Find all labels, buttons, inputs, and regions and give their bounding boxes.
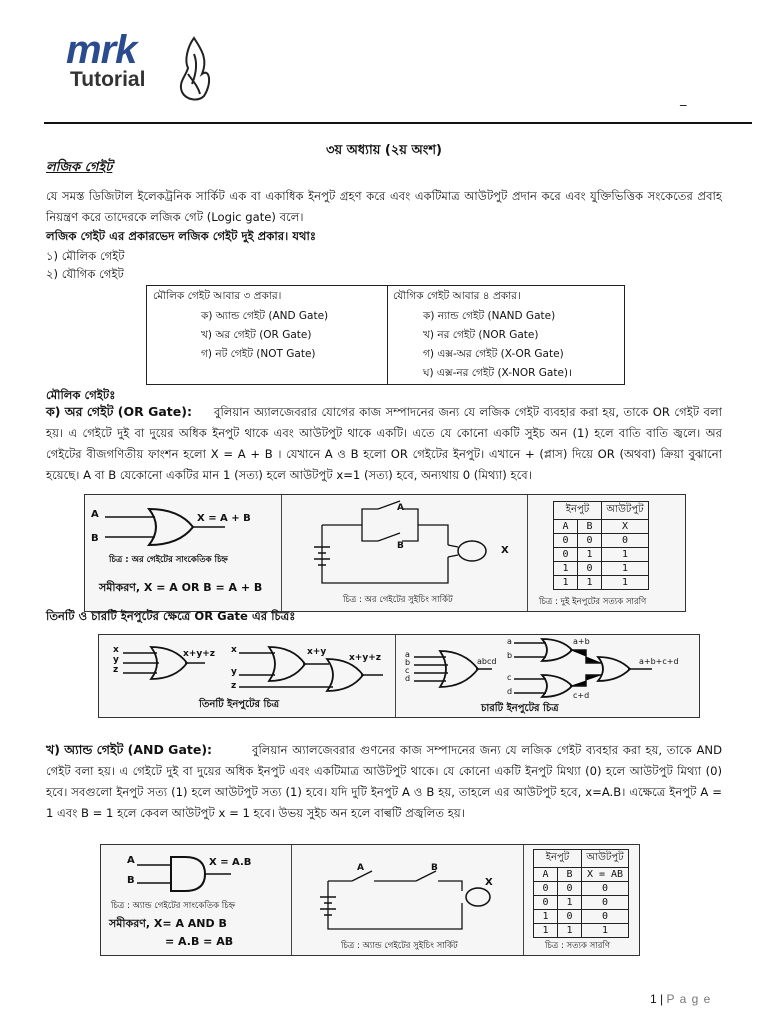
- or-input-b: B: [91, 533, 99, 544]
- three-input-caption: তিনটি ইনপুটের চিত্র: [199, 699, 280, 710]
- table-cell: 1: [534, 924, 558, 938]
- and-equation: সমীকরণ, X= A AND B: [109, 917, 227, 930]
- gate-types-table: [146, 285, 625, 385]
- four-stage-c: c: [507, 673, 512, 682]
- page-label: P a g e: [666, 992, 712, 1006]
- table-cell: 0: [534, 896, 558, 910]
- page-separator: |: [660, 992, 664, 1006]
- table-cell: 1: [578, 548, 602, 562]
- table-cell: 0: [582, 882, 629, 896]
- table-cell: 0: [558, 882, 582, 896]
- table-head: আউটপুট: [582, 850, 629, 868]
- two-stage-x: x: [231, 645, 237, 655]
- and-circuit-caption: চিত্র : অ্যান্ড গেইটের সুইচিং সার্কিট: [341, 941, 458, 951]
- table-cell: 1: [578, 576, 602, 590]
- multi-input-or-figure: [98, 634, 700, 718]
- four-stage-d: d: [507, 687, 513, 696]
- table-col: A: [534, 868, 558, 882]
- table-cell: 0: [582, 896, 629, 910]
- table-cell: 1: [602, 548, 649, 562]
- three-x: x: [113, 645, 119, 655]
- and-gate-figure: [100, 844, 640, 956]
- table-col: B: [578, 520, 602, 534]
- or-gate-title: ক) অর গেইট (OR Gate):: [46, 404, 192, 419]
- four-stage-cd: c+d: [573, 691, 590, 700]
- header-divider: [44, 122, 752, 124]
- four-stage-ab: a+b: [573, 637, 590, 646]
- and-input-b: B: [127, 875, 135, 886]
- and-switch-b: B: [431, 863, 438, 873]
- table-cell: 1: [554, 576, 578, 590]
- basic-col-item: খ) অর গেইট (OR Gate): [201, 329, 312, 341]
- section-title: লজিক গেইট: [46, 160, 113, 175]
- four-output: abcd: [477, 657, 497, 666]
- table-head: ইনপুট: [554, 502, 602, 520]
- type-item: ১) মৌলিক গেইট: [46, 249, 125, 263]
- types-line: লজিক গেইট এর প্রকারভেদ লজিক গেইট দুই প্রকার। যথাঃ: [46, 229, 317, 243]
- basic-col-title: মৌলিক গেইট আবার ৩ প্রকার।: [153, 290, 282, 302]
- four-stage-a: a: [507, 637, 512, 646]
- and-gate-paragraph: বুলিয়ান অ্যালজেবরার গুণনের কাজ সম্পাদনের জন্য যে লজিক গেইট ব্যবহার করা হয়, তাকে AND গেইট বলা হয়। এ গেইটে দুই বা দুয়ের অধিক ইনপুট এবং একটিমাত্র আউটপুট থাকে। যে কোনো একটি ইনপুট মিথ্যা (0) হলে আউটপুট মিথ্যা (0) হবে। সবগুলো ইনপুট সত্য (1) হলে আউটপুট সত্য (1) হবে। যদি দুটি ইনপুট A ও B হয়, তাহলে এর আউটপুট হবে, x=A.B। এক্ষেত্রে ইনপুট A = 1 এবং B = 1 হলে কেবল আউটপুট x = 1 হবে। উভয় সুইচ অন হলে বাল্বটি প্রজ্বলিত হয়।: [46, 743, 722, 820]
- logo-subtext: Tutorial: [70, 68, 146, 91]
- intro-paragraph: যে সমস্ত ডিজিটাল ইলেকট্রনিক সার্কিট এক বা একাধিক ইনপুট গ্রহণ করে এবং একটিমাত্র আউটপুট প্রদান করে এবং যুক্তিভিত্তিক সংকেতের প্রবাহ নিয়ন্ত্রণ করে তাদেরকে লজিক গেট (Logic gate) বলে।: [46, 189, 722, 224]
- four-stage-output: a+b+c+d: [639, 657, 679, 666]
- basic-col-item: ক) অ্যান্ড গেইট (AND Gate): [201, 310, 329, 322]
- or-truth-table: [553, 501, 649, 590]
- or-table-caption: চিত্র : দুই ইনপুটের সত্যক সারণি: [539, 597, 647, 607]
- table-cell: 0: [554, 534, 578, 548]
- basic-col-item: গ) নট গেইট (NOT Gate): [201, 348, 316, 360]
- or-expression: X = A + B: [197, 513, 251, 524]
- and-truth-table: [533, 849, 629, 938]
- two-stage-y: y: [231, 667, 237, 677]
- two-stage-z: z: [231, 681, 237, 691]
- table-cell: 1: [554, 562, 578, 576]
- table-cell: 1: [558, 924, 582, 938]
- basic-gates-heading: মৌলিক গেইটঃ: [46, 388, 116, 402]
- or-switch-a: A: [397, 503, 404, 513]
- compound-col-item: গ) এক্স-অর গেইট (X-OR Gate): [423, 348, 564, 360]
- four-d: d: [405, 674, 411, 683]
- compound-col-item: ক) ন্যান্ড গেইট (NAND Gate): [423, 310, 556, 322]
- or-switch-b: B: [397, 541, 404, 551]
- table-cell: 1: [534, 910, 558, 924]
- table-cell: 1: [602, 576, 649, 590]
- three-y: y: [113, 655, 119, 665]
- or-symbol-caption: চিত্র : অর গেইটের সাংকেতিক চিহ্ন: [109, 555, 228, 565]
- corner-mark: _: [680, 92, 687, 107]
- table-cell: 1: [558, 896, 582, 910]
- table-cell: 0: [602, 534, 649, 548]
- and-expression: X = A.B: [209, 857, 252, 868]
- and-symbol-caption: চিত্র : অ্যান্ড গেইটের সাংকেতিক চিহ্ন: [111, 901, 236, 911]
- and-switch-a: A: [357, 863, 364, 873]
- chapter-heading: ৩য় অধ্যায় (২য় অংশ): [326, 143, 442, 158]
- and-input-a: A: [127, 855, 135, 866]
- and-lamp-label: X: [485, 877, 493, 888]
- or-circuit-caption: চিত্র : অর গেইটের সুইচিং সার্কিট: [343, 595, 453, 605]
- table-col: A: [554, 520, 578, 534]
- two-stage-output: x+y+z: [349, 653, 381, 663]
- compound-col-item: খ) নর গেইট (NOR Gate): [423, 329, 539, 341]
- type-item: ২) যৌগিক গেইট: [46, 267, 124, 281]
- table-cell: 1: [582, 924, 629, 938]
- compound-col-title: যৌগিক গেইট আবার ৪ প্রকার।: [393, 290, 521, 302]
- table-head: ইনপুট: [534, 850, 582, 868]
- four-a: a: [405, 650, 410, 659]
- or-gate-figure: [84, 494, 686, 612]
- table-col: X = AB: [582, 868, 629, 882]
- logo-text: mrk: [66, 28, 137, 72]
- table-cell: 0: [578, 562, 602, 576]
- four-b: b: [405, 658, 411, 667]
- and-gate-title: খ) অ্যান্ড গেইট (AND Gate):: [46, 742, 213, 757]
- table-cell: 0: [534, 882, 558, 896]
- table-cell: 0: [578, 534, 602, 548]
- table-cell: 1: [602, 562, 649, 576]
- two-stage-xy: x+y: [307, 647, 327, 657]
- table-col: B: [558, 868, 582, 882]
- table-cell: 0: [582, 910, 629, 924]
- three-z: z: [113, 665, 119, 675]
- four-stage-b: b: [507, 651, 513, 660]
- table-cell: 0: [558, 910, 582, 924]
- and-table-caption: চিত্র : সত্যক সারণি: [545, 941, 610, 951]
- or-equation: সমীকরণ, X = A OR B = A + B: [99, 581, 263, 594]
- logo-flame-icon: [174, 34, 214, 104]
- or-lamp-label: X: [501, 545, 509, 556]
- three-output: x+y+z: [183, 649, 215, 659]
- multi-input-heading: তিনটি ও চারটি ইনপুটের ক্ষেত্রে OR Gate এর চিত্রঃ: [46, 609, 296, 623]
- table-col: X: [602, 520, 649, 534]
- compound-col-item: ঘ) এক্স-নর গেইট (X-NOR Gate)।: [423, 367, 572, 379]
- table-cell: 0: [554, 548, 578, 562]
- and-equation-2: = A.B = AB: [165, 935, 234, 948]
- logo: [66, 28, 216, 108]
- four-input-caption: চারটি ইনপুটের চিত্র: [481, 703, 559, 714]
- page-footer: [650, 992, 711, 1006]
- page-number: 1: [650, 992, 657, 1006]
- or-gate-paragraph: বুলিয়ান অ্যালজেবরার যোগের কাজ সম্পাদনের জন্য যে লজিক গেইট ব্যবহার করা হয়, তাকে OR গেইট বলা হয়। এ গেইটে দুই বা দুয়ের অধিক ইনপুট থাকে এবং আউটপুট থাকে একটি। এতে যে কোনো একটি সুইচ অন (1) হলে বাতি বাতি জ্বলে। অর গেইটের বীজগণিতীয় ফাংশন হলো X = A + B । যেখানে A ও B হলো OR গেইটের ইনপুট। এখানে + (প্লাস) দিয়ে OR (অথবা) ক্রিয়া বুঝানো হয়েছে। A বা B যেকোনো একটির মান 1 (সত্য) হলে আউটপুট x=1 (সত্য) হবে, অন্যথায় 0 (মিথ্যা) হবে।: [46, 405, 722, 482]
- or-input-a: A: [91, 509, 99, 520]
- four-c: c: [405, 666, 410, 675]
- table-head: আউটপুট: [602, 502, 649, 520]
